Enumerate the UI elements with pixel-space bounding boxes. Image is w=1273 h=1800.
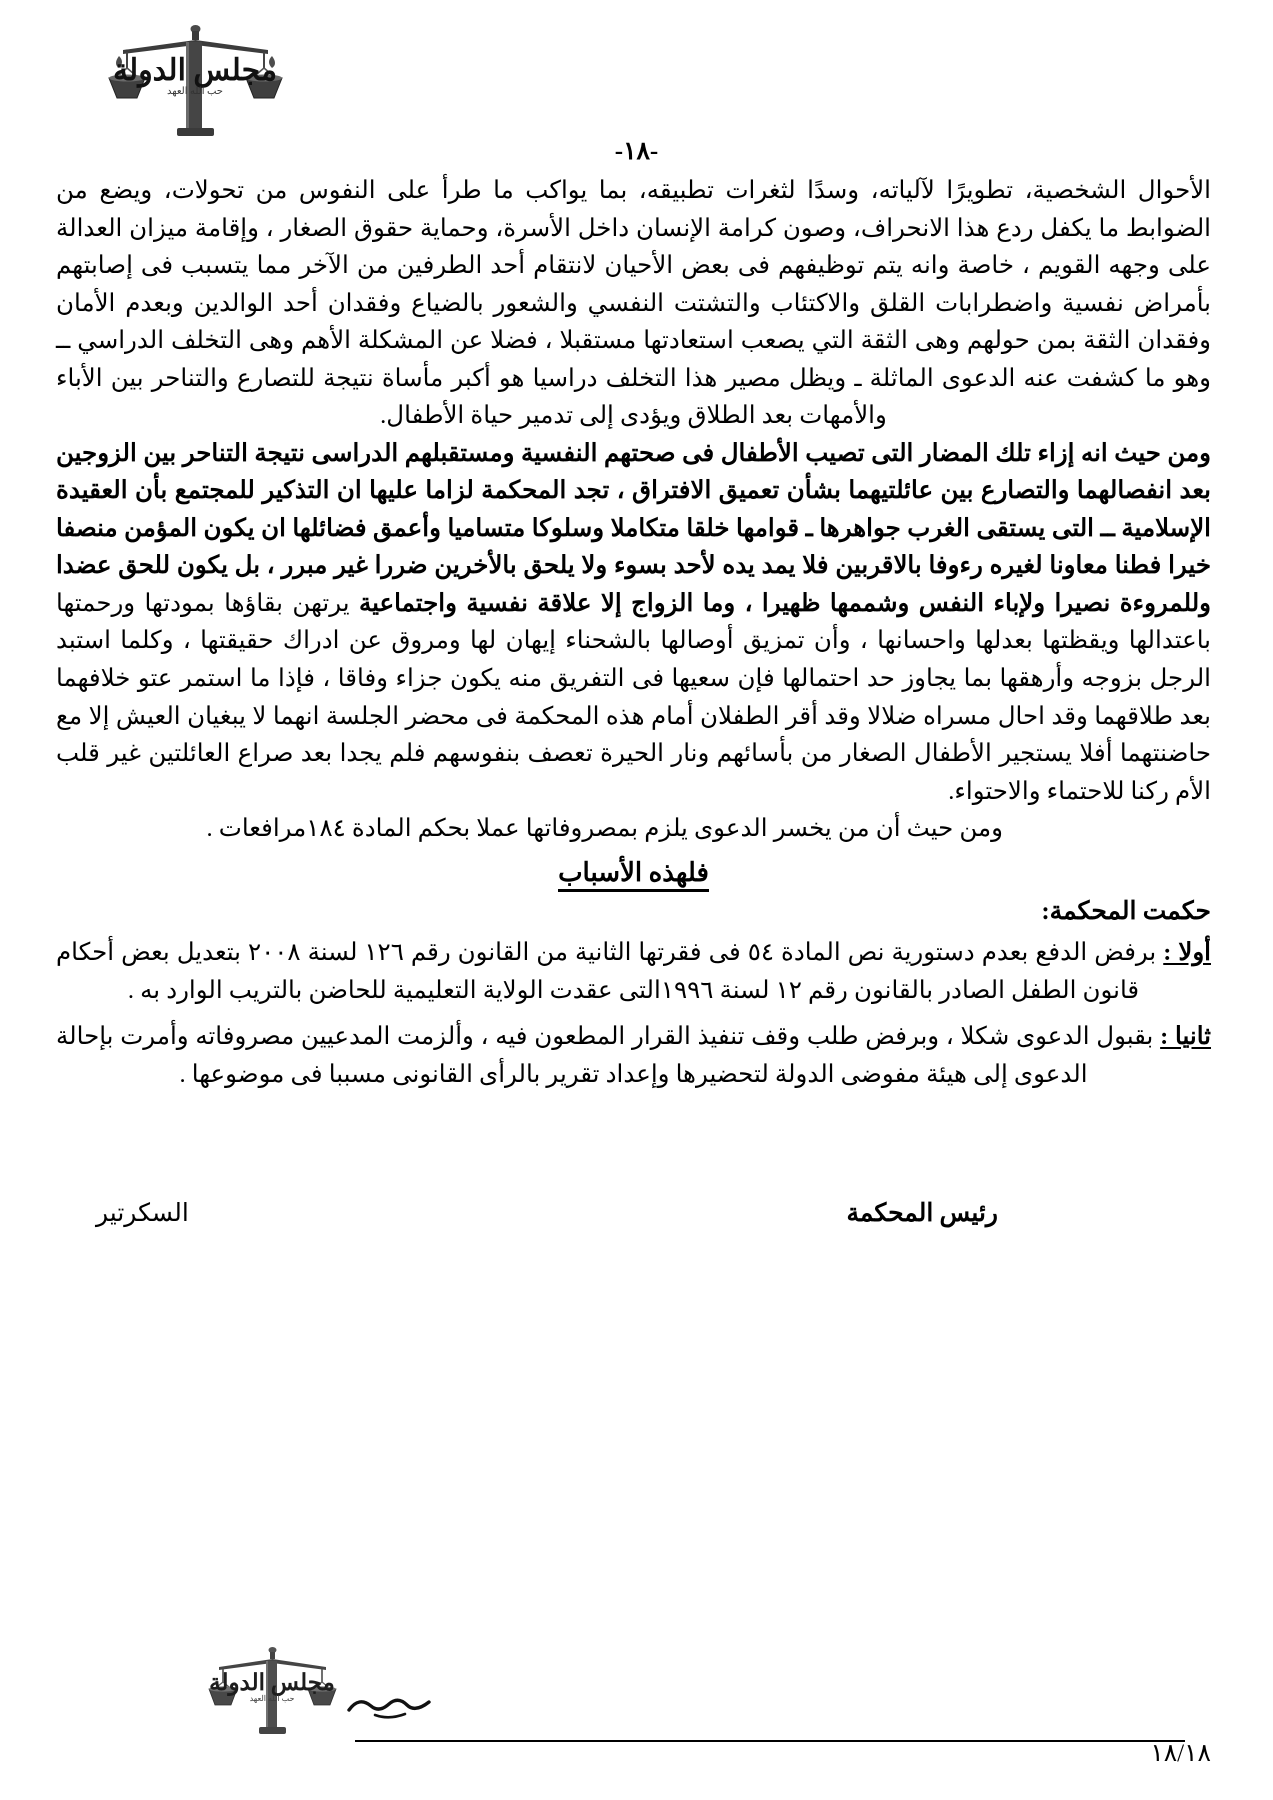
svg-text:مجلس الدولة: مجلس الدولة bbox=[112, 54, 278, 87]
body-paragraph-3: ومن حيث أن من يخسر الدعوى يلزم بمصروفاتها عملا بحكم المادة ١٨٤مرافعات . bbox=[206, 815, 1003, 843]
svg-text:حب الله العهد: حب الله العهد bbox=[249, 1694, 295, 1703]
ruling-item-2 bbox=[56, 1018, 1211, 1094]
paragraph-2-plain-run: يرتهن بقاؤها بمودتها ورحمتها باعتدالها ويقظتها بعدلها واحسانها ، وأن تمزيق أوصالها بالشحناء إيهان لها ومروق عن ادراك حقيقتها ، وكلما استبد الرجل بزوجه وأرهقها بما يجاوز حد احتمالها فإن سعيها فى التفريق منه يكون جزاء وفاقا ، فإذا ما استمر عتو خلافهما بعد طلاقهما وقد احال مسراه ضلالا وقد أقر الطفلان أمام هذه المحكمة فى محضر الجلسة انهما لا يبغيان العيش إلا مع حاضنتهما أفلا يستجير الأطفال الصغار من بأسائهم ونار الحيرة تعصف بنفوسهم فلم يجدا بعد صراع العائلتين غير قلب الأم ركنا للاحتماء والاحتواء. bbox=[56, 589, 1211, 805]
footer-page-count: ١٨/١٨ bbox=[1150, 1740, 1211, 1767]
body-paragraph-1: الأحوال الشخصية، تطويرًا لآلياته، وسدًا لثغرات تطبيقه، بما يواكب ما طرأ على النفوس من تحولات، ويضع من الضوابط ما يكفل ردع هذا الانحراف، وصون كرامة الإنسان داخل الأسرة، وحماية حقوق الصغار ، وإقامة ميزان العدالة على وجهه القويم ، خاصة وانه يتم توظيفهم فى بعض الأحيان لانتقام أحد الطرفين من الآخر مما يتسبب فى إصابتهم بأمراض نفسية واضطرابات القلق والاكتئاب والتشتت النفسي والشعور بالضياع وفقدان أحد الوالدين وبعدم الأمان وفقدان الثقة بمن حولهم وهى الثقة التي يصعب استعادتها مستقبلا ، فضلا عن المشكلة الأهم وهى التخلف الدراسي ــ وهو ما كشفت عنه الدعوى الماثلة ـ ويظل مصير هذا التخلف دراسيا هو أكبر مأساة نتيجة للتصارع والتناحر بين الأباء والأمهات بعد الطلاق ويؤدى إلى تدمير حياة الأطفال. bbox=[56, 177, 1211, 429]
ruling-item-2-lead: ثانيا : bbox=[1160, 1022, 1211, 1050]
ruling-item-2-text: بقبول الدعوى شكلا ، وبرفض طلب وقف تنفيذ القرار المطعون فيه ، وألزمت المدعيين مصروفاته وأمرت بإحالة الدعوى إلى هيئة مفوضى الدولة لتحضيرها وإعداد تقرير بالرأى القانونى مسببا فى موضوعها . bbox=[56, 1022, 1161, 1088]
handwritten-signature-mark bbox=[345, 1688, 435, 1722]
ruling-item-1 bbox=[56, 934, 1211, 1010]
svg-text:مجلس الدولة: مجلس الدولة bbox=[209, 1670, 335, 1695]
document-body bbox=[56, 172, 1211, 1094]
signature-secretary: السكرتير bbox=[96, 1200, 189, 1227]
svg-text:حب الله العهد: حب الله العهد bbox=[166, 86, 224, 97]
body-paragraph-2 bbox=[56, 435, 1211, 811]
document-footer bbox=[0, 1570, 1273, 1800]
signature-block bbox=[56, 1198, 1211, 1228]
signature-court-president: رئيس المحكمة bbox=[846, 1200, 998, 1227]
verdict-section-heading: فلهذه الأسباب bbox=[56, 858, 1211, 888]
page-marker: -١٨- bbox=[614, 138, 659, 165]
footer-divider bbox=[355, 1740, 1185, 1742]
ruling-item-1-lead: أولا : bbox=[1163, 938, 1211, 966]
council-of-state-emblem-icon bbox=[103, 18, 288, 136]
ruling-item-1-text: برفض الدفع بعدم دستورية نص المادة ٥٤ فى فقرتها الثانية من القانون رقم ١٢٦ لسنة ٢٠٠٨ بتعديل بعض أحكام قانون الطفل الصادر بالقانون رقم ١٢ لسنة ١٩٩٦التى عقدت الولاية التعليمية للحاضن بالتريب الوارد به . bbox=[56, 938, 1164, 1004]
court-ruled-label: حكمت المحكمة: bbox=[1041, 897, 1211, 925]
council-of-state-emblem-footer-icon bbox=[205, 1642, 340, 1734]
paragraph-2-bold-run: ومن حيث انه إزاء تلك المضار التى تصيب الأطفال فى صحتهم النفسية ومستقبلهم الدراسى نتيجة التناحر بين الزوجين بعد انفصالهما والتصارع بين عائلتيهما بشأن تعميق الافتراق ، تجد المحكمة لزاما عليها ان التذكير للمجتمع بأن العقيدة الإسلامية ــ التى يستقى الغرب جواهرها ـ قوامها خلقا متكاملا وسلوكا متساميا وأعمق فضائلها ان يكون المؤمن منصفا خيرا فطنا معاونا لغيره رءوفا بالاقربين فلا يمد يده لأحد بسوء ولا يلحق بالأخرين ضررا غير مبرر ، بل يكون للحق عضدا وللمروءة نصيرا ولإباء النفس وشممها ظهيرا ، وما الزواج إلا علاقة نفسية واجتماعية bbox=[56, 439, 1211, 617]
